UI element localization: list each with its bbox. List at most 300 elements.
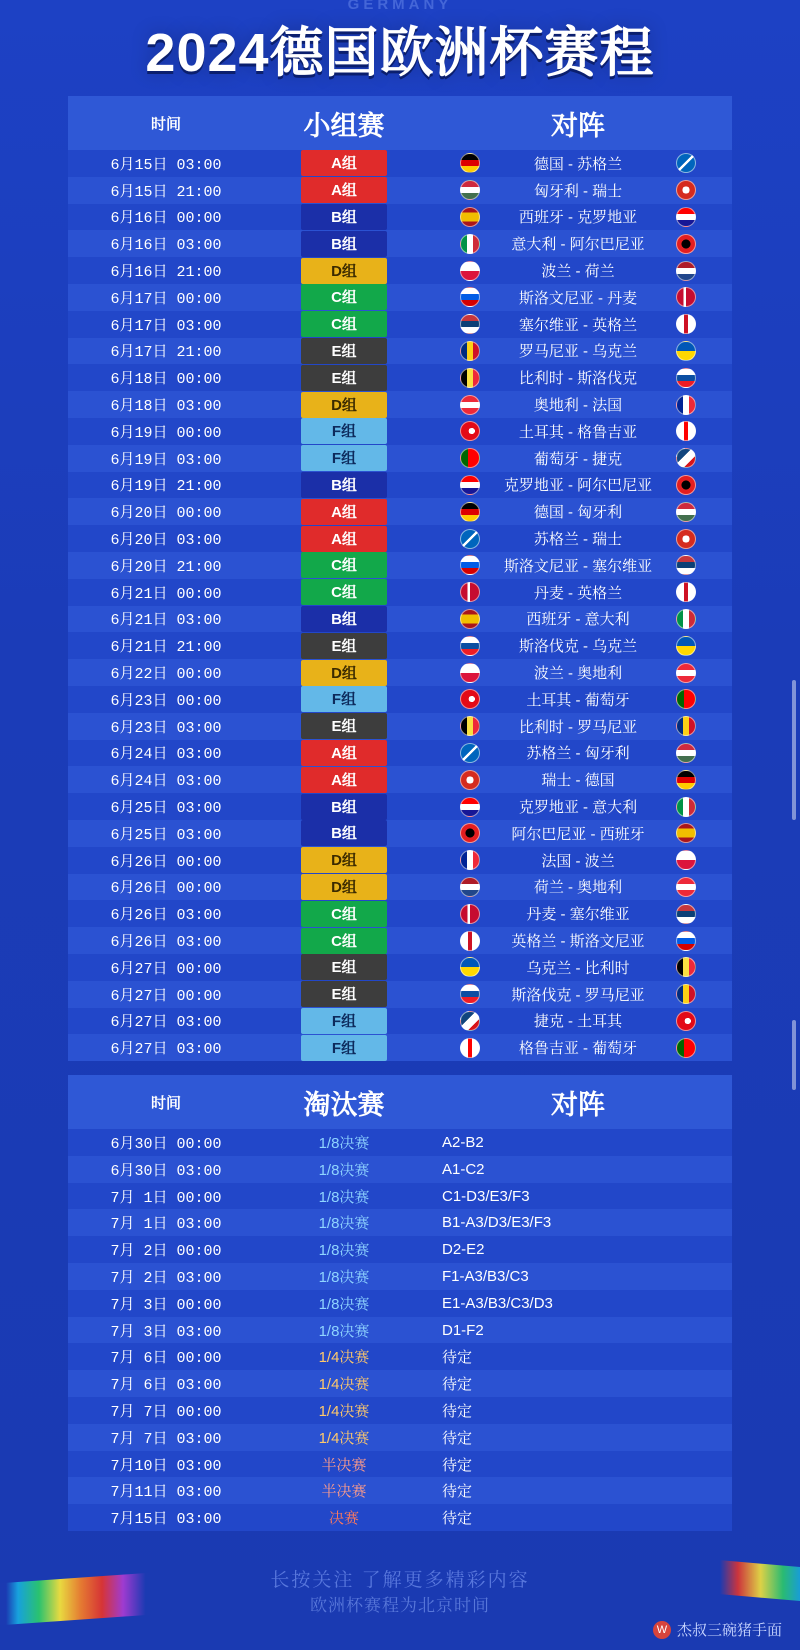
table-row[interactable] xyxy=(68,1290,732,1317)
flag-icon-pl xyxy=(460,663,480,683)
table-row[interactable] xyxy=(68,900,732,927)
flag-icon-ro xyxy=(460,341,480,361)
match-time: 6月21日 03:00 xyxy=(110,612,222,630)
table-row[interactable] xyxy=(68,1008,732,1035)
table-row[interactable] xyxy=(68,1504,732,1531)
table-row[interactable] xyxy=(68,391,732,418)
flag-icon-it xyxy=(676,609,696,629)
flag-icon-hr xyxy=(460,475,480,495)
match-cell xyxy=(424,314,732,335)
flag-icon-tr xyxy=(676,1011,696,1031)
flag-icon-si xyxy=(460,287,480,307)
match-time: 6月16日 00:00 xyxy=(110,210,222,228)
knockout-stage: 1/4决赛 xyxy=(318,1402,370,1420)
flag-icon-tr xyxy=(460,689,480,709)
knockout-pairing: 待定 xyxy=(442,1456,473,1474)
match-time: 6月18日 03:00 xyxy=(110,398,222,416)
group-cell xyxy=(264,1035,424,1061)
match-time: 6月27日 03:00 xyxy=(110,1041,222,1059)
flag-icon-de xyxy=(676,770,696,790)
match-time: 7月 2日 03:00 xyxy=(110,1269,222,1287)
flag-icon-hr xyxy=(460,797,480,817)
group-cell xyxy=(264,526,424,552)
knockout-pairing: A2-B2 xyxy=(442,1133,484,1151)
header-time: 时间 xyxy=(150,1095,181,1113)
match-time: 6月21日 21:00 xyxy=(110,639,222,657)
group-cell xyxy=(264,472,424,498)
group-badge: D组 xyxy=(301,874,387,900)
flag-icon-fr xyxy=(460,850,480,870)
flag-icon-es xyxy=(460,207,480,227)
match-teams: 瑞士 - 德国 xyxy=(541,772,615,790)
table-row[interactable] xyxy=(68,257,732,284)
table-row[interactable] xyxy=(68,1424,732,1451)
group-cell xyxy=(264,311,424,337)
match-teams: 匈牙利 - 瑞士 xyxy=(533,182,623,200)
match-teams: 苏格兰 - 匈牙利 xyxy=(526,745,630,763)
match-teams: 意大利 - 阿尔巴尼亚 xyxy=(511,236,645,254)
match-time: 7月 3日 00:00 xyxy=(110,1296,222,1314)
match-cell xyxy=(424,233,732,254)
table-row[interactable] xyxy=(68,1477,732,1504)
group-badge: E组 xyxy=(301,713,387,739)
knockout-table xyxy=(68,1075,732,1531)
knockout-pairing: F1-A3/B3/C3 xyxy=(442,1267,529,1285)
match-time: 6月18日 00:00 xyxy=(110,371,222,389)
flag-icon-en xyxy=(676,582,696,602)
table-row[interactable] xyxy=(68,793,732,820)
group-cell xyxy=(264,660,424,686)
group-cell xyxy=(264,767,424,793)
group-cell xyxy=(264,954,424,980)
match-cell xyxy=(424,903,732,924)
match-teams: 西班牙 - 意大利 xyxy=(526,611,630,629)
flag-icon-de xyxy=(460,153,480,173)
group-cell xyxy=(264,365,424,391)
table-row[interactable] xyxy=(68,1034,732,1061)
flag-icon-ge xyxy=(460,1038,480,1058)
flag-icon-en xyxy=(460,931,480,951)
match-time: 6月20日 00:00 xyxy=(110,505,222,523)
match-cell xyxy=(424,421,732,442)
group-cell xyxy=(264,392,424,418)
flag-icon-at xyxy=(676,663,696,683)
match-cell xyxy=(424,984,732,1005)
knockout-pairing: D2-E2 xyxy=(442,1241,485,1259)
table-row[interactable] xyxy=(68,150,732,177)
match-time: 6月15日 03:00 xyxy=(110,156,222,174)
match-teams: 斯洛文尼亚 - 丹麦 xyxy=(518,289,638,307)
match-cell xyxy=(424,635,732,656)
group-badge: F组 xyxy=(301,686,387,712)
table-row[interactable] xyxy=(68,1236,732,1263)
flag-icon-sc xyxy=(676,153,696,173)
flag-icon-es xyxy=(460,609,480,629)
knockout-pairing: 待定 xyxy=(442,1483,473,1501)
flag-icon-pt xyxy=(460,448,480,468)
match-teams: 克罗地亚 - 阿尔巴尼亚 xyxy=(503,477,653,495)
match-cell xyxy=(424,287,732,308)
table-row[interactable] xyxy=(68,230,732,257)
group-cell xyxy=(264,820,424,846)
match-teams: 土耳其 - 葡萄牙 xyxy=(526,691,630,709)
match-cell xyxy=(424,957,732,978)
table-row[interactable] xyxy=(68,847,732,874)
flag-icon-si xyxy=(676,931,696,951)
match-teams: 荷兰 - 奥地利 xyxy=(533,879,623,897)
table-row[interactable] xyxy=(68,579,732,606)
match-cell xyxy=(424,180,732,201)
flag-icon-ua xyxy=(676,341,696,361)
match-time: 7月 6日 03:00 xyxy=(110,1377,222,1395)
flag-icon-rs xyxy=(676,555,696,575)
group-badge: B组 xyxy=(301,231,387,257)
match-teams: 罗马尼亚 - 乌克兰 xyxy=(518,343,638,361)
match-teams: 克罗地亚 - 意大利 xyxy=(518,799,638,817)
match-teams: 德国 - 苏格兰 xyxy=(533,155,623,173)
match-time: 6月19日 03:00 xyxy=(110,451,222,469)
page-title: 2024德国欧洲杯赛程 xyxy=(145,22,655,83)
flag-icon-hu xyxy=(676,502,696,522)
flag-icon-pl xyxy=(676,850,696,870)
group-badge: C组 xyxy=(301,928,387,954)
match-cell xyxy=(424,340,732,361)
knockout-stage: 1/8决赛 xyxy=(318,1242,370,1260)
knockout-stage: 1/8决赛 xyxy=(318,1215,370,1233)
table-row[interactable] xyxy=(68,740,732,767)
flag-icon-hr xyxy=(676,207,696,227)
knockout-pairing: 待定 xyxy=(442,1429,473,1447)
match-time: 6月22日 00:00 xyxy=(110,666,222,684)
knockout-pairing: E1-A3/B3/C3/D3 xyxy=(442,1294,553,1312)
knockout-pairing: C1-D3/E3/F3 xyxy=(442,1187,530,1205)
match-teams: 比利时 - 斯洛伐克 xyxy=(518,370,638,388)
table-row[interactable] xyxy=(68,659,732,686)
flag-icon-ua xyxy=(676,636,696,656)
match-cell xyxy=(424,823,732,844)
flag-icon-fr xyxy=(676,395,696,415)
knockout-stage: 1/4决赛 xyxy=(318,1376,370,1394)
group-badge: D组 xyxy=(301,258,387,284)
match-cell xyxy=(424,474,732,495)
match-time: 7月 1日 00:00 xyxy=(110,1189,222,1207)
group-cell xyxy=(264,686,424,712)
match-time: 6月19日 00:00 xyxy=(110,424,222,442)
group-badge: E组 xyxy=(301,338,387,364)
knockout-stage: 1/4决赛 xyxy=(318,1429,370,1447)
knockout-stage: 1/8决赛 xyxy=(318,1188,370,1206)
group-badge: E组 xyxy=(301,365,387,391)
flag-icon-it xyxy=(676,797,696,817)
match-teams: 格鲁吉亚 - 葡萄牙 xyxy=(518,1040,638,1058)
flag-icon-at xyxy=(676,877,696,897)
match-time: 6月24日 03:00 xyxy=(110,746,222,764)
match-time: 6月15日 21:00 xyxy=(110,183,222,201)
match-cell xyxy=(424,930,732,951)
match-teams: 土耳其 - 格鲁吉亚 xyxy=(518,423,638,441)
match-cell xyxy=(424,662,732,683)
flag-icon-sk xyxy=(460,636,480,656)
table-row[interactable] xyxy=(68,820,732,847)
table-row[interactable] xyxy=(68,472,732,499)
flag-icon-rs xyxy=(676,904,696,924)
match-teams: 西班牙 - 克罗地亚 xyxy=(518,209,638,227)
group-cell xyxy=(264,794,424,820)
match-time: 6月16日 21:00 xyxy=(110,264,222,282)
flag-icon-nl xyxy=(460,877,480,897)
group-badge: A组 xyxy=(301,767,387,793)
match-cell xyxy=(424,582,732,603)
match-time: 6月25日 03:00 xyxy=(110,800,222,818)
table-row[interactable] xyxy=(68,311,732,338)
table-row[interactable] xyxy=(68,445,732,472)
flag-icon-pt xyxy=(676,689,696,709)
flag-icon-ch xyxy=(676,529,696,549)
match-time: 6月23日 00:00 xyxy=(110,692,222,710)
header-match: 对阵 xyxy=(551,110,605,141)
match-time: 6月26日 03:00 xyxy=(110,907,222,925)
match-cell xyxy=(424,689,732,710)
table-row[interactable] xyxy=(68,1397,732,1424)
group-badge: D组 xyxy=(301,847,387,873)
knockout-stage: 半决赛 xyxy=(321,1456,367,1474)
match-teams: 塞尔维亚 - 英格兰 xyxy=(518,316,638,334)
knockout-stage: 1/8决赛 xyxy=(318,1268,370,1286)
flag-icon-al xyxy=(676,475,696,495)
group-cell xyxy=(264,981,424,1007)
flag-icon-ge xyxy=(676,421,696,441)
match-cell xyxy=(424,260,732,281)
group-cell xyxy=(264,418,424,444)
group-badge: F组 xyxy=(301,445,387,471)
group-badge: A组 xyxy=(301,740,387,766)
match-time: 6月25日 03:00 xyxy=(110,826,222,844)
table-row[interactable] xyxy=(68,954,732,981)
match-teams: 乌克兰 - 比利时 xyxy=(526,959,630,977)
header-match: 对阵 xyxy=(551,1089,605,1120)
table-row[interactable] xyxy=(68,1370,732,1397)
flag-icon-al xyxy=(460,823,480,843)
group-cell xyxy=(264,204,424,230)
flag-icon-rs xyxy=(460,314,480,334)
match-time: 7月11日 03:00 xyxy=(110,1484,222,1502)
table-row[interactable] xyxy=(68,1209,732,1236)
match-cell xyxy=(424,796,732,817)
table-row[interactable] xyxy=(68,552,732,579)
table-row[interactable] xyxy=(68,338,732,365)
flag-icon-be xyxy=(676,957,696,977)
match-time: 6月21日 00:00 xyxy=(110,585,222,603)
knockout-stage: 1/4决赛 xyxy=(318,1349,370,1367)
group-badge: B组 xyxy=(301,794,387,820)
table-row[interactable] xyxy=(68,1183,732,1210)
match-time: 6月19日 21:00 xyxy=(110,478,222,496)
match-cell xyxy=(424,153,732,174)
group-cell xyxy=(264,445,424,471)
group-badge: C组 xyxy=(301,579,387,605)
group-cell xyxy=(264,231,424,257)
flag-icon-nl xyxy=(676,261,696,281)
group-cell xyxy=(264,579,424,605)
table-row[interactable] xyxy=(68,766,732,793)
flag-icon-sk xyxy=(460,984,480,1004)
group-badge: E组 xyxy=(301,981,387,1007)
group-cell xyxy=(264,177,424,203)
match-cell xyxy=(424,448,732,469)
table-row[interactable] xyxy=(68,1451,732,1478)
table-row[interactable] xyxy=(68,177,732,204)
table-row[interactable] xyxy=(68,284,732,311)
match-teams: 斯洛文尼亚 - 塞尔维亚 xyxy=(503,557,653,575)
group-badge: B组 xyxy=(301,472,387,498)
match-teams: 捷克 - 土耳其 xyxy=(533,1013,623,1031)
knockout-header xyxy=(68,1075,732,1129)
group-cell xyxy=(264,740,424,766)
table-row[interactable] xyxy=(68,686,732,713)
group-badge: D组 xyxy=(301,660,387,686)
match-cell xyxy=(424,742,732,763)
group-cell xyxy=(264,499,424,525)
match-time: 6月20日 21:00 xyxy=(110,558,222,576)
match-time: 7月 7日 00:00 xyxy=(110,1403,222,1421)
group-cell xyxy=(264,150,424,176)
flag-icon-pl xyxy=(460,261,480,281)
knockout-pairing: 待定 xyxy=(442,1402,473,1420)
flag-icon-at xyxy=(460,395,480,415)
match-teams: 阿尔巴尼亚 - 西班牙 xyxy=(511,825,645,843)
match-teams: 奥地利 - 法国 xyxy=(533,397,623,415)
match-cell xyxy=(424,850,732,871)
group-cell xyxy=(264,284,424,310)
table-row[interactable] xyxy=(68,981,732,1008)
header-stage: 小组赛 xyxy=(303,110,385,141)
group-stage-header xyxy=(68,96,732,150)
scrollbar-thumb-lower[interactable] xyxy=(792,1020,796,1090)
table-row[interactable] xyxy=(68,606,732,633)
knockout-stage: 半决赛 xyxy=(321,1483,367,1501)
table-row[interactable] xyxy=(68,1343,732,1370)
match-time: 7月 2日 00:00 xyxy=(110,1243,222,1261)
flag-icon-sk xyxy=(676,368,696,388)
group-cell xyxy=(264,633,424,659)
knockout-stage: 1/8决赛 xyxy=(318,1322,370,1340)
match-cell xyxy=(424,769,732,790)
table-row[interactable] xyxy=(68,1129,732,1156)
group-cell xyxy=(264,713,424,739)
match-time: 6月26日 00:00 xyxy=(110,880,222,898)
header-stage: 淘汰赛 xyxy=(303,1089,385,1120)
flag-icon-en xyxy=(676,314,696,334)
flag-icon-de xyxy=(460,502,480,522)
group-cell xyxy=(264,552,424,578)
table-row[interactable] xyxy=(68,204,732,231)
knockout-stage: 1/8决赛 xyxy=(318,1134,370,1152)
match-cell xyxy=(424,1037,732,1058)
flag-icon-ch xyxy=(676,180,696,200)
match-teams: 法国 - 波兰 xyxy=(541,852,615,870)
group-cell xyxy=(264,338,424,364)
match-cell xyxy=(424,367,732,388)
group-stage-rows xyxy=(68,150,732,1061)
group-badge: C组 xyxy=(301,901,387,927)
table-row[interactable] xyxy=(68,1156,732,1183)
flag-icon-si xyxy=(460,555,480,575)
group-badge: C组 xyxy=(301,284,387,310)
flag-icon-tr xyxy=(460,421,480,441)
match-cell xyxy=(424,716,732,737)
watermark-text: 长按关注 了解更多精彩内容 xyxy=(270,1570,530,1591)
match-time: 6月17日 03:00 xyxy=(110,317,222,335)
group-badge: E组 xyxy=(301,954,387,980)
group-badge: C组 xyxy=(301,552,387,578)
table-row[interactable] xyxy=(68,1263,732,1290)
match-cell xyxy=(424,555,732,576)
match-teams: 英格兰 - 斯洛文尼亚 xyxy=(511,933,645,950)
flag-icon-it xyxy=(460,234,480,254)
poster-header xyxy=(0,0,800,96)
flag-icon-pt xyxy=(676,1038,696,1058)
credit-block[interactable] xyxy=(653,1619,782,1640)
scrollbar-thumb[interactable] xyxy=(792,680,796,820)
match-time: 6月24日 03:00 xyxy=(110,773,222,791)
match-teams: 德国 - 匈牙利 xyxy=(533,504,623,522)
knockout-stage: 1/8决赛 xyxy=(318,1161,370,1179)
group-cell xyxy=(264,901,424,927)
table-row[interactable] xyxy=(68,713,732,740)
match-time: 6月27日 00:00 xyxy=(110,960,222,978)
group-badge: F组 xyxy=(301,1008,387,1034)
table-row[interactable] xyxy=(68,632,732,659)
group-badge: D组 xyxy=(301,392,387,418)
match-time: 6月27日 03:00 xyxy=(110,1014,222,1032)
flag-icon-ua xyxy=(460,957,480,977)
match-time: 6月16日 03:00 xyxy=(110,237,222,255)
table-row[interactable] xyxy=(68,364,732,391)
flag-icon-ch xyxy=(460,770,480,790)
credit-name: 杰叔三碗猪手面 xyxy=(676,1622,782,1639)
table-row[interactable] xyxy=(68,874,732,901)
knockout-stage: 决赛 xyxy=(328,1510,359,1528)
match-teams: 葡萄牙 - 捷克 xyxy=(533,450,623,468)
match-time: 7月 6日 00:00 xyxy=(110,1350,222,1368)
flag-icon-ro xyxy=(676,984,696,1004)
match-time: 7月 1日 03:00 xyxy=(110,1216,222,1234)
knockout-pairing: 待定 xyxy=(442,1510,473,1528)
match-time: 6月26日 03:00 xyxy=(110,934,222,951)
knockout-pairing: D1-F2 xyxy=(442,1321,484,1339)
match-teams: 波兰 - 荷兰 xyxy=(541,263,615,281)
flag-icon-es xyxy=(676,823,696,843)
match-cell xyxy=(424,528,732,549)
match-cell xyxy=(424,394,732,415)
match-time: 6月20日 03:00 xyxy=(110,532,222,550)
group-badge: B组 xyxy=(301,204,387,230)
group-cell xyxy=(264,606,424,632)
match-cell xyxy=(424,876,732,897)
table-row[interactable] xyxy=(68,927,732,954)
match-time: 7月15日 03:00 xyxy=(110,1511,222,1529)
group-cell xyxy=(264,1008,424,1034)
table-row[interactable] xyxy=(68,418,732,445)
match-time: 6月17日 00:00 xyxy=(110,290,222,308)
knockout-pairing: B1-A3/D3/E3/F3 xyxy=(442,1214,552,1232)
table-row[interactable] xyxy=(68,498,732,525)
group-badge: A组 xyxy=(301,150,387,176)
match-cell xyxy=(424,1010,732,1031)
match-teams: 苏格兰 - 瑞士 xyxy=(533,531,623,549)
table-row[interactable] xyxy=(68,525,732,552)
table-row[interactable] xyxy=(68,1317,732,1344)
